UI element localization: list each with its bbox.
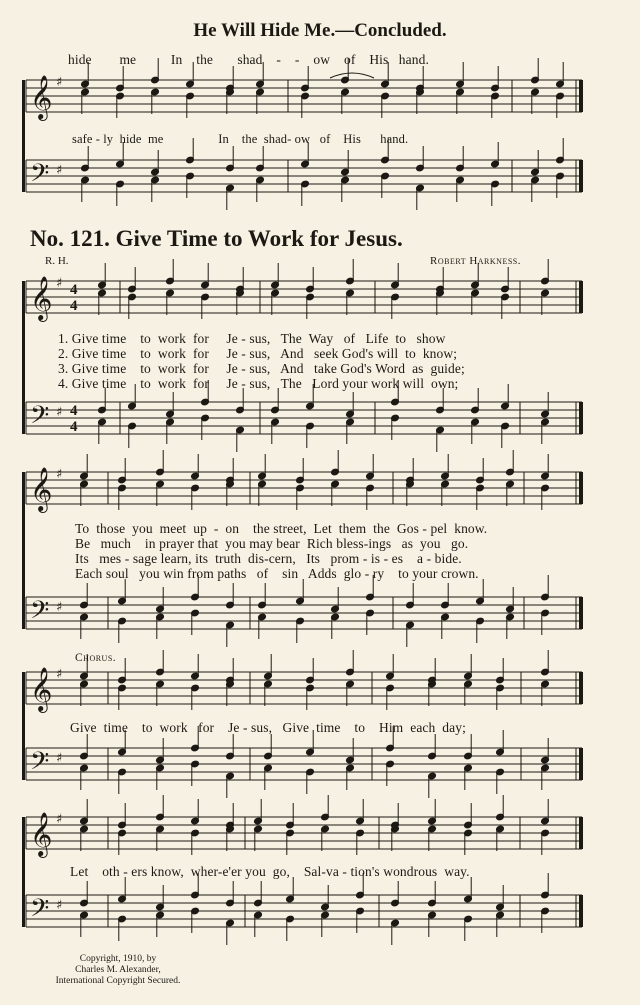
verse-4-line-1: 4. Give time to work for Je - sus, The Lord your work will own;: [58, 376, 459, 391]
system-brace: [22, 472, 25, 629]
bass-clef-icon: 𝄢: [30, 159, 50, 194]
treble-clef-icon: 𝄞: [30, 75, 53, 119]
verse-3-line-1: 3. Give time to work for Je - sus, And take God's Word as guide;: [58, 361, 465, 376]
treble-clef-icon: 𝄞: [30, 667, 53, 711]
final-barline-thick: [579, 817, 583, 849]
chorus-line-1: Give time to work for Je - sus, Give time to Him each day;: [70, 720, 466, 735]
copyright-line-2: Charles M. Alexander,: [75, 965, 161, 975]
verse-2-line-1: 2. Give time to work for Je - sus, And seek God's will to know;: [58, 346, 458, 361]
final-barline-thick: [579, 80, 583, 112]
sharp-icon: ♯: [56, 751, 63, 766]
bass-clef-icon: 𝄢: [30, 894, 50, 929]
slur: [330, 73, 374, 78]
system-brace: [22, 281, 25, 434]
time-signature: 4: [70, 298, 78, 314]
copyright-line-3: International Copyright Secured.: [55, 976, 181, 986]
sharp-icon: ♯: [56, 600, 63, 615]
treble-clef-icon: 𝄞: [30, 812, 53, 856]
chorus-label: Chorus.: [75, 652, 117, 664]
sharp-icon: ♯: [56, 75, 63, 90]
final-barline-thick: [579, 402, 583, 434]
sharp-icon: ♯: [56, 812, 63, 827]
chorus-line-2: Let oth - ers know, wher-e'er you go, Sal-va - tion's wondrous way.: [70, 864, 470, 879]
bass-clef-icon: 𝄢: [30, 401, 50, 436]
treble-clef-icon: 𝄞: [30, 467, 53, 511]
sharp-icon: ♯: [56, 898, 63, 913]
concluded-top-lyric: hide me In the shad - - ow of His hand.: [68, 52, 429, 67]
verse-2-line-2: Be much in prayer that you may bear Rich bless-ings as you go.: [75, 536, 469, 551]
treble-clef-icon: 𝄞: [30, 276, 53, 320]
sharp-icon: ♯: [56, 163, 63, 178]
sharp-icon: ♯: [56, 276, 63, 291]
final-barline-thick: [579, 597, 583, 629]
hymn-title: No. 121. Give Time to Work for Jesus.: [30, 226, 403, 251]
bass-clef-icon: 𝄢: [30, 747, 50, 782]
page-title-concluded: He Will Hide Me.—Concluded.: [193, 20, 447, 41]
final-barline-thick: [579, 160, 583, 192]
system-brace: [22, 817, 25, 927]
final-barline-thick: [579, 748, 583, 780]
sharp-icon: ♯: [56, 467, 63, 482]
concluded-bottom-lyric: safe - ly hide me In the shad- ow of His hand.: [72, 132, 409, 146]
final-barline-thick: [579, 281, 583, 313]
system-brace: [22, 80, 25, 192]
copyright-line-1: Copyright, 1910, by: [79, 954, 157, 964]
time-signature: 4: [70, 403, 78, 419]
final-barline-thick: [579, 672, 583, 704]
verse-3-line-2: Its mes - sage learn, its truth dis-cern, Its prom - is - es a - bide.: [75, 551, 462, 566]
system-brace: [22, 672, 25, 780]
time-signature: 4: [70, 419, 78, 435]
final-barline-thick: [579, 895, 583, 927]
time-signature: 4: [70, 282, 78, 298]
bass-clef-icon: 𝄢: [30, 596, 50, 631]
verse-1-line-2: To those you meet up - on the street, Let them the Gos - pel know.: [75, 521, 488, 536]
final-barline-thick: [579, 472, 583, 504]
composer-credit: Robert Harkness.: [430, 255, 521, 267]
verse-1-line-1: 1. Give time to work for Je - sus, The Way of Life to show: [58, 331, 446, 346]
lyricist-initials: R. H.: [45, 255, 69, 267]
verse-4-line-2: Each soul you win from paths of sin Adds glo - ry to your crown.: [75, 566, 479, 581]
sharp-icon: ♯: [56, 667, 63, 682]
sharp-icon: ♯: [56, 405, 63, 420]
